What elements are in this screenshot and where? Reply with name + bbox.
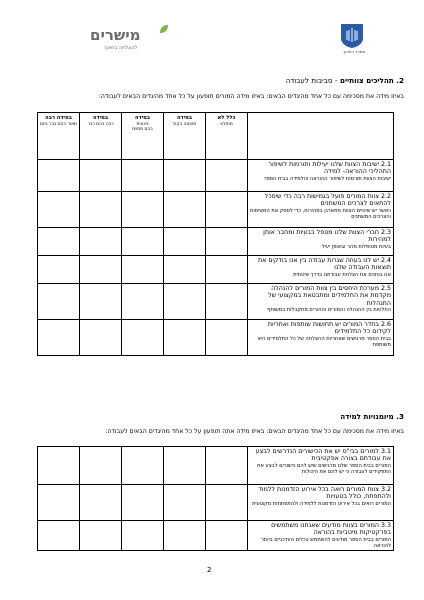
answer-cell[interactable] bbox=[80, 284, 122, 320]
answer-cell[interactable] bbox=[164, 447, 206, 485]
answer-cell[interactable] bbox=[122, 192, 164, 228]
answer-cell[interactable] bbox=[80, 447, 122, 485]
answer-cell[interactable] bbox=[164, 256, 206, 284]
answer-cell[interactable] bbox=[38, 320, 80, 356]
page-number: 2 bbox=[207, 566, 212, 574]
section-2-heading: תהליכים צוותיים bbox=[339, 76, 394, 85]
section-3-number: 3. bbox=[396, 412, 404, 421]
answer-cell[interactable] bbox=[206, 320, 248, 356]
answer-cell[interactable] bbox=[80, 192, 122, 228]
table-row bbox=[38, 192, 394, 228]
section-2-subtitle: - סביבות לעבודה bbox=[285, 76, 338, 85]
table-row bbox=[38, 320, 394, 356]
table-row bbox=[38, 485, 394, 521]
answer-cell[interactable] bbox=[80, 521, 122, 551]
col-little: במידה מועטה בקול bbox=[164, 113, 206, 160]
section-3-table bbox=[37, 446, 394, 551]
statement-2-3: 2.3 חברי הצוות שלנו מטפל בבעיות ומחבר אותן למהירות בעיות מטופלות מהר ובאופן יעיל bbox=[248, 228, 394, 256]
answer-cell[interactable] bbox=[164, 320, 206, 356]
answer-cell[interactable] bbox=[164, 160, 206, 192]
table-row bbox=[38, 228, 394, 256]
col-large: במידה רבה בהם כבר bbox=[80, 113, 122, 160]
statement-3-2: 3.2 צוות המורים רואה בכל אירוע הזדמנות ללמוד ולהתפתח, כולל בטעויות המורים רואים בכל אירוע הזדמנות ללמידה ולהתפתחות מקצועית bbox=[248, 485, 394, 521]
answer-cell[interactable] bbox=[206, 485, 248, 521]
answer-cell[interactable] bbox=[80, 485, 122, 521]
section-3-title bbox=[340, 412, 404, 421]
answer-cell[interactable] bbox=[80, 160, 122, 192]
section-2-intro: באיזו מידה את מסכימה עם כל אחד מהיגדים הבאים: באיזו מידה המורים תופעון על כל אחד מהיגדים הבאים לעבודה: bbox=[98, 93, 404, 100]
answer-cell[interactable] bbox=[80, 256, 122, 284]
mishrim-logo bbox=[90, 26, 170, 56]
leaf-icon bbox=[159, 24, 169, 34]
answer-cell[interactable] bbox=[206, 160, 248, 192]
answer-cell[interactable] bbox=[38, 192, 80, 228]
answer-cell[interactable] bbox=[38, 228, 80, 256]
emblem-caption: משרד החינוך bbox=[343, 49, 366, 54]
statement-2-2: 2.2 צוות המורים פועל בגמישות רבה כדי שיסכל להתאים לצרכים המשתנים כאשר יש שינויים הצוות מתארגן במהירות, כדי לספק את המשימות והצרכים המשתנים bbox=[248, 192, 394, 228]
answer-cell[interactable] bbox=[122, 284, 164, 320]
table-row bbox=[38, 256, 394, 284]
table-row bbox=[38, 284, 394, 320]
col-very-large: במידה רבה מאוד בהם כבר ביום bbox=[38, 113, 80, 160]
page-header bbox=[0, 18, 424, 54]
table-row bbox=[38, 521, 394, 551]
answer-cell[interactable] bbox=[38, 256, 80, 284]
statement-3-3: 3.3 המורים בצוות מודעים שאנחנו משתמשים בפרקטיקות מיטביות בהוראה המורים בבית הספר מודעים להשתמש בכלים העדכניים ביותר להוראה bbox=[248, 521, 394, 551]
brand-tagline: להצלחה בחינוך bbox=[104, 45, 138, 51]
statement-2-4: 2.4 יש לנו בעוזה שגרות עבודה בין אנו בודקים את תוצאות העבודה שלנו אנו בוחנים את הצלחת עבודתנו בדרך שיטתית bbox=[248, 256, 394, 284]
statement-header bbox=[248, 113, 394, 160]
state-emblem bbox=[337, 22, 367, 54]
statement-3-1: 3.1 למורים בבי"ס יש את הכישורים הנדרשים לבצע את עבודתם בצורה אפקטיבית המורים בבית הספר שלנו מרגישים שיש להם כישורים לבצע את התפקידים לעבודה כי יש להם את היכולות bbox=[248, 447, 394, 485]
answer-cell[interactable] bbox=[164, 284, 206, 320]
answer-cell[interactable] bbox=[122, 320, 164, 356]
statement-2-6: 2.6 בחדר המורים יש תחושות שותפות ואחריות לקידום כל התלמידים בבית הספר מרגישים שאחריות ההצלחה של כל התלמידים היא משותפת bbox=[248, 320, 394, 356]
answer-cell[interactable] bbox=[38, 447, 80, 485]
answer-cell[interactable] bbox=[38, 485, 80, 521]
section-3-heading: מיומנויות למידה bbox=[340, 412, 394, 421]
emblem-icon bbox=[337, 22, 367, 49]
answer-cell[interactable] bbox=[122, 447, 164, 485]
answer-cell[interactable] bbox=[122, 256, 164, 284]
answer-cell[interactable] bbox=[38, 160, 80, 192]
section-3-intro: באיזו מידה את מסכימה עם כל אחד מהיגדים הבאים: באיזו מידה אתה תופעון על כל אחד מהיגדים הבאים לעבודה: bbox=[105, 428, 404, 435]
answer-cell[interactable] bbox=[38, 284, 80, 320]
answer-cell[interactable] bbox=[206, 284, 248, 320]
answer-cell[interactable] bbox=[122, 228, 164, 256]
answer-cell[interactable] bbox=[206, 521, 248, 551]
answer-cell[interactable] bbox=[38, 521, 80, 551]
section-2-title bbox=[286, 76, 404, 85]
answer-cell[interactable] bbox=[122, 160, 164, 192]
answer-cell[interactable] bbox=[80, 320, 122, 356]
answer-cell[interactable] bbox=[122, 485, 164, 521]
answer-cell[interactable] bbox=[206, 447, 248, 485]
answer-cell[interactable] bbox=[206, 256, 248, 284]
table-row bbox=[38, 160, 394, 192]
brand-name: מישרים bbox=[90, 26, 141, 44]
answer-cell[interactable] bbox=[122, 521, 164, 551]
statement-2-1: 2.1 ישיבות הצוות שלנו יעילות ותורמות לשיפור התהליכי ההוראה- למידה ישיבות הצוות תורמות לשיפור ההוראה והלמידה בבית הספר bbox=[248, 160, 394, 192]
answer-cell[interactable] bbox=[164, 485, 206, 521]
answer-cell[interactable] bbox=[164, 192, 206, 228]
statement-2-5: 2.5 מערכת היחסים בין צוות המורים להנהלה מקדמת את התלמידים ומתבטאת במקצועי של התנהלות החלטות בין ההנהלה והמורים וההורים מתקבלות במשותף bbox=[248, 284, 394, 320]
table-header-row bbox=[38, 113, 394, 160]
col-medium: במידה בינונית בהם מסוים bbox=[122, 113, 164, 160]
section-2-table bbox=[37, 112, 394, 356]
answer-cell[interactable] bbox=[206, 192, 248, 228]
answer-cell[interactable] bbox=[80, 228, 122, 256]
answer-cell[interactable] bbox=[164, 228, 206, 256]
table-row bbox=[38, 447, 394, 485]
answer-cell[interactable] bbox=[206, 228, 248, 256]
section-2-number: 2. bbox=[396, 76, 404, 85]
answer-cell[interactable] bbox=[164, 521, 206, 551]
col-not-at-all: כלל לא מוחלט bbox=[206, 113, 248, 160]
